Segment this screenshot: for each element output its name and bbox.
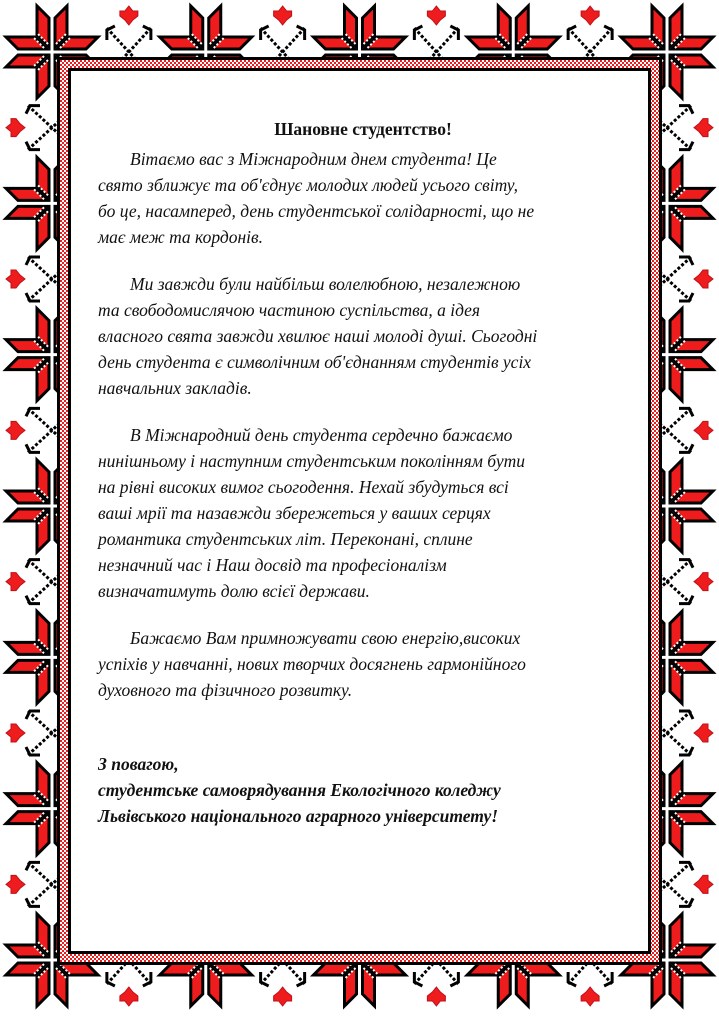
text-line: Бажаємо Вам примножувати свою енергію,високих — [130, 628, 521, 648]
paragraph — [98, 625, 628, 703]
text-line: успіхів у навчанні, нових творчих досягнень гармонійного — [98, 654, 526, 674]
text-line: нинішньому і наступним студентським поколінням бути — [98, 451, 525, 471]
paragraph — [98, 271, 628, 401]
text-line: день студента є символічним об'єднанням студентів усіх — [98, 352, 532, 372]
text-line: має меж та кордонів. — [98, 227, 263, 247]
signature-line: студентське самоврядування Екологічного коледжу — [98, 780, 501, 800]
text-line: навчальних закладів. — [98, 378, 252, 398]
text-line: та свободомислячою частиною суспільства, а ідея — [98, 300, 481, 320]
signature-line: З повагою, — [98, 754, 179, 774]
text-line: на рівні високих вимог сьогодення. Нехай збудуться всі — [98, 477, 509, 497]
text-line: власного свята завжди хвилює наші молоді душі. Сьогодні — [98, 326, 538, 346]
text-line: бо це, насамперед, день студентської солідарності, що не — [98, 201, 535, 221]
paragraph — [98, 422, 628, 604]
text-line: В Міжнародний день студента сердечно бажаємо — [130, 425, 513, 445]
text-line: незначний час і Наш досвід та професіоналізм — [98, 555, 447, 575]
text-line: свято зближує та об'єднує молодих людей усього світу, — [98, 175, 519, 195]
text-line: Вітаємо вас з Міжнародним днем студента! Це — [130, 149, 497, 169]
text-line: духовного та фізичного розвитку. — [98, 680, 353, 700]
signature — [98, 751, 628, 829]
letter-page — [72, 72, 647, 950]
signature-line: Львівського національного аграрного університету! — [98, 806, 499, 826]
text-line: визначатимуть долю всієї держави. — [98, 581, 370, 601]
letter-body — [98, 116, 628, 829]
letter-title: Шановне студентство! — [274, 119, 452, 139]
text-line: романтика студентських літ. Переконані, сплине — [98, 529, 473, 549]
paragraph — [98, 146, 628, 250]
text-line: ваші мрії та назавжди збережеться у ваших серцях — [98, 503, 491, 523]
text-line: Ми завжди були найбільш волелюбною, незалежною — [130, 274, 521, 294]
